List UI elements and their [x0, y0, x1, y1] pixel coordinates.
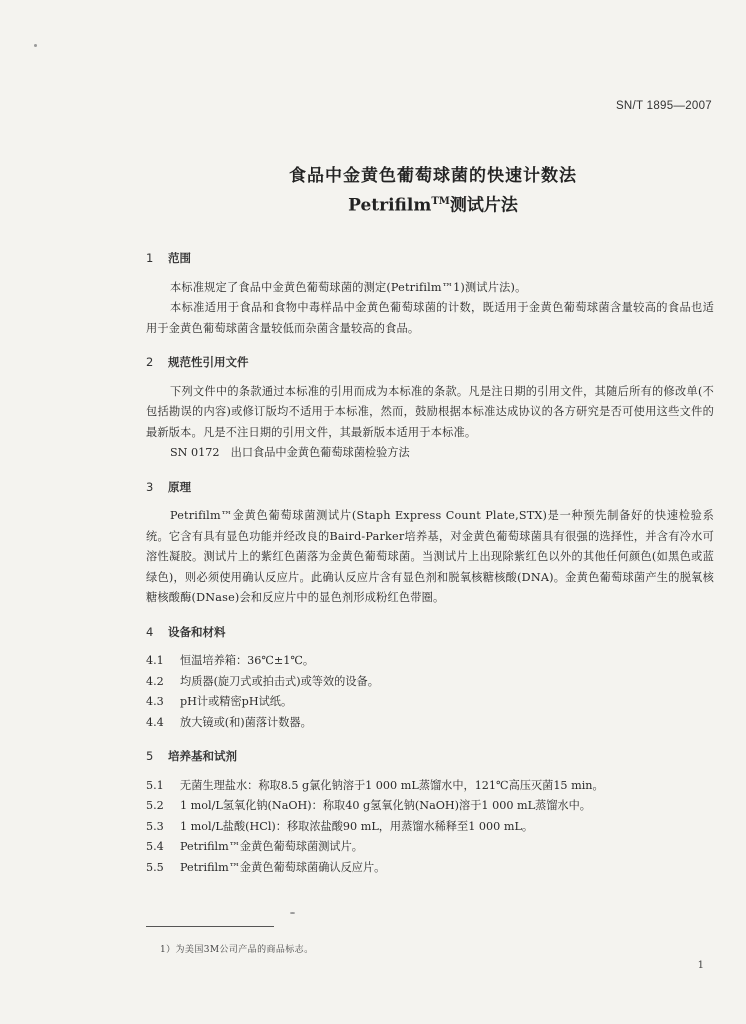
document-body: [146, 248, 714, 878]
title-line-1: 食品中金黄色葡萄球菌的快速计数法: [289, 166, 577, 186]
section-2-paragraph: 下列文件中的条款通过本标准的引用而成为本标准的条款。凡是注日期的引用文件，其随后所有的修改单(不包括勘误的内容)或修订版均不适用于本标准，然而，鼓励根据本标准达成协议的各方研究是否可使用这些文件的最新版本。凡是不注日期的引用文件，其最新版本适用于本标准。: [146, 384, 714, 439]
footnote: 1）为美国3M公司产品的商品标志。: [160, 945, 314, 955]
list-item: 5.3 1 mol/L盐酸(HCl)：移取浓盐酸90 mL，用蒸馏水稀释至1 000 mL。: [146, 819, 534, 833]
title-petrifilm: Petrifilm: [348, 195, 432, 216]
document-title: [0, 164, 746, 218]
normative-reference: SN 0172 出口食品中金黄色葡萄球菌检验方法: [170, 446, 410, 459]
trademark-mark: TM: [431, 196, 450, 207]
list-item: 5.1 无菌生理盐水：称取8.5 g氯化钠溶于1 000 mL蒸馏水中，121℃高压灭菌15 min。: [146, 778, 604, 792]
list-item: 4.1 恒温培养箱：36℃±1℃。: [146, 654, 315, 667]
standard-code: SN/T 1895—2007: [615, 100, 712, 112]
footnote-divider: [146, 926, 274, 927]
title-method: 测试片法: [449, 195, 518, 216]
scan-speck: [290, 912, 295, 914]
list-item: 4.2 均质器(旋刀式或拍击式)或等效的设备。: [146, 674, 379, 688]
list-item: 4.4 放大镜或(和)菌落计数器。: [146, 715, 312, 729]
section-5-heading: 5 培养基和试剂: [146, 749, 237, 763]
title-line-2: [120, 190, 746, 218]
section-1-heading: 1 范围: [146, 251, 191, 265]
list-item: 4.3 pH计或精密pH试纸。: [146, 695, 293, 708]
section-2-heading: 2 规范性引用文件: [146, 355, 249, 369]
section-3-heading: 3 原理: [146, 479, 191, 494]
section-1-paragraph: 本标准规定了食品中金黄色葡萄球菌的测定(Petrifilm™1)测试片法)。: [170, 280, 527, 294]
section-1-paragraph: 本标准适用于食品和食物中毒样品中金黄色葡萄球菌的计数，既适用于金黄色葡萄球菌含量较高的食品也适用于金黄色葡萄球菌含量较低而杂菌含量较高的食品。: [146, 301, 714, 335]
scan-speck: [34, 44, 37, 47]
page-number: 1: [697, 960, 704, 971]
section-3-paragraph: Petrifilm™金黄色葡萄球菌测试片(Staph Express Count Plate,STX)是一种预先制备好的快速检验系统。它含有具有显色功能并经改良的Baird-Parker培养基，对金黄色葡萄球菌具有很强的选择性，并含有冷水可溶性凝胶。测试片上的紫红色菌落为金黄色葡萄球菌。当测试片上出现除紫红色以外的其他任何颜色(如黑色或蓝绿色)，则必须使用确认反应片。此确认反应片含有显色剂和脱氧核糖核酸(DNA)。金黄色葡萄球菌产生的脱氧核糖核酸酶(DNase)会和反应片中的显色剂形成粉红色带圈。: [146, 509, 714, 604]
list-item: 5.2 1 mol/L氢氧化钠(NaOH)：称取40 g氢氧化钠(NaOH)溶于1 000 mL蒸馏水中。: [146, 799, 591, 812]
section-4-heading: 4 设备和材料: [146, 624, 226, 639]
list-item: 5.4 Petrifilm™金黄色葡萄球菌测试片。: [146, 840, 363, 853]
list-item: 5.5 Petrifilm™金黄色葡萄球菌确认反应片。: [146, 860, 386, 874]
